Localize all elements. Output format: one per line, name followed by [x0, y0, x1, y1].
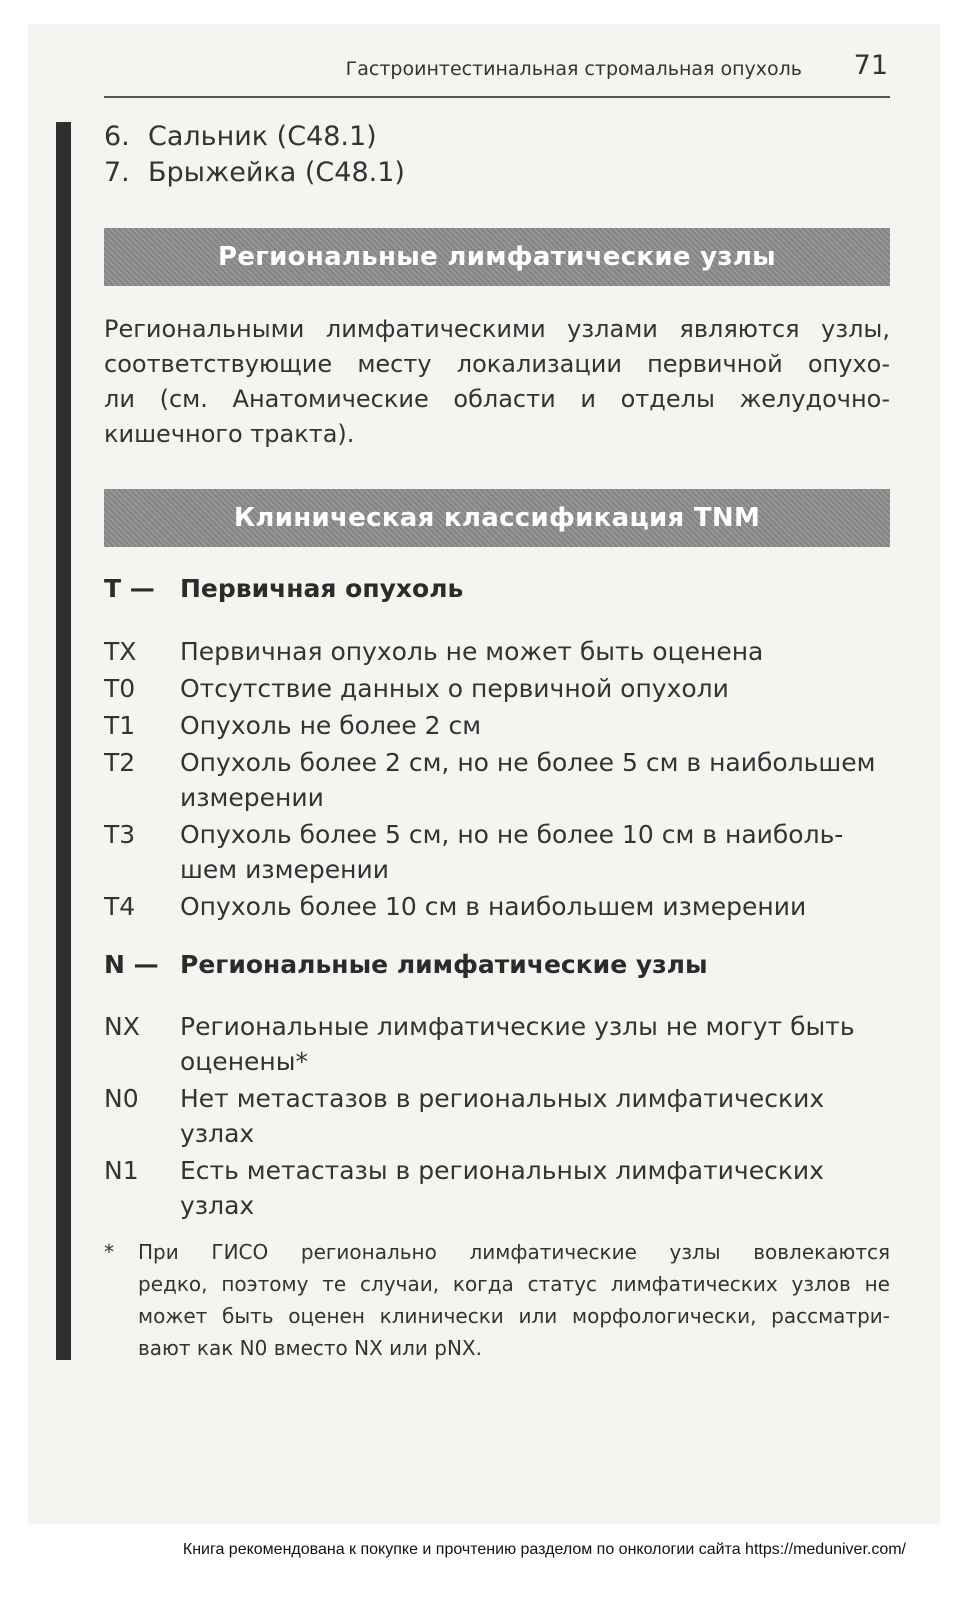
classification-code: TX [104, 637, 137, 666]
anatomic-subsites-list [104, 119, 405, 191]
classification-text: Опухоль более 10 см в наибольшем измерении [180, 892, 807, 921]
classification-code: N0 [104, 1084, 139, 1113]
classification-code: T2 [104, 748, 136, 777]
classification-code: T1 [104, 711, 136, 740]
t-category-list [104, 634, 904, 926]
classification-code: T4 [104, 892, 136, 921]
t-category-heading [104, 574, 463, 603]
classification-text: Опухоль не более 2 см [180, 711, 482, 740]
list-item-number: 7. [104, 157, 130, 188]
classification-text: Опухоль более 2 см, но не более 5 см в наибольшем [180, 748, 876, 777]
paragraph-line: Региональными лимфатическими узлами являются узлы, [104, 315, 890, 343]
category-title: Региональные лимфатические узлы [180, 950, 708, 979]
classification-text: узлах [180, 1119, 255, 1148]
running-header [104, 50, 890, 98]
running-title: Гастроинтестинальная стромальная опухоль [345, 58, 802, 80]
section-banner-title: Региональные лимфатические узлы [217, 242, 776, 272]
footnote [104, 1236, 890, 1364]
classification-text: измерении [180, 783, 324, 812]
section-banner-title: Клиническая классификация TNM [233, 503, 761, 533]
category-code: N — [104, 950, 159, 979]
footnote-mark: * [104, 1240, 114, 1264]
list-item [104, 119, 405, 155]
footnote-line: вают как N0 вместо NX или pNX. [138, 1336, 482, 1360]
classification-code: N1 [104, 1156, 139, 1185]
classification-text: Есть метастазы в региональных лимфатических [180, 1156, 824, 1185]
classification-item-n1 [104, 1153, 904, 1223]
classification-code: T0 [104, 674, 136, 703]
classification-item-tx [104, 634, 904, 669]
classification-text: Региональные лимфатические узлы не могут быть [180, 1012, 855, 1041]
classification-item-n0 [104, 1081, 904, 1151]
footnote-line: При ГИСО регионально лимфатические узлы вовлекаются [138, 1240, 890, 1264]
list-item [104, 155, 405, 191]
classification-text: Нет метастазов в региональных лимфатических [180, 1084, 825, 1113]
footnote-line: редко, поэтому те случаи, когда статус лимфатических узлов не [138, 1272, 890, 1296]
regional-nodes-paragraph [104, 312, 890, 452]
classification-item-nx [104, 1009, 904, 1079]
classification-text: узлах [180, 1191, 255, 1220]
classification-text: шем измерении [180, 855, 389, 884]
paragraph-line: соответствующие месту локализации первичной опухо- [104, 350, 890, 378]
classification-item-t1 [104, 708, 904, 743]
classification-code: T3 [104, 820, 136, 849]
paragraph-line: кишечного тракта). [104, 420, 355, 448]
classification-text: оценены* [180, 1047, 309, 1076]
classification-item-t3 [104, 817, 904, 887]
classification-text: Первичная опухоль не может быть оценена [180, 637, 764, 666]
page-number: 71 [853, 50, 888, 81]
classification-code: NX [104, 1012, 140, 1041]
list-item-number: 6. [104, 121, 130, 152]
list-item-text: Брыжейка (С48.1) [148, 157, 405, 188]
list-item-text: Сальник (С48.1) [148, 121, 377, 152]
classification-item-t4 [104, 889, 904, 924]
paragraph-line: ли (см. Анатомические области и отделы желудочно- [104, 385, 890, 413]
classification-item-t0 [104, 671, 904, 706]
classification-text: Отсутствие данных о первичной опухоли [180, 674, 729, 703]
footnote-line: может быть оценен клинически или морфологически, рассматри- [138, 1304, 890, 1328]
category-code: T — [104, 574, 155, 603]
section-banner-regional [104, 228, 890, 286]
category-title: Первичная опухоль [180, 574, 464, 603]
classification-item-t2 [104, 745, 904, 815]
section-side-bar [56, 122, 71, 1360]
classification-text: Опухоль более 5 см, но не более 10 см в наиболь- [180, 820, 844, 849]
section-banner-tnm [104, 489, 890, 547]
site-recommendation-note: Книга рекомендована к покупке и прочтению разделом по онкологии сайта https://meduniver.com/ [182, 1541, 906, 1558]
n-category-heading [104, 950, 708, 979]
n-category-list [104, 1009, 904, 1225]
